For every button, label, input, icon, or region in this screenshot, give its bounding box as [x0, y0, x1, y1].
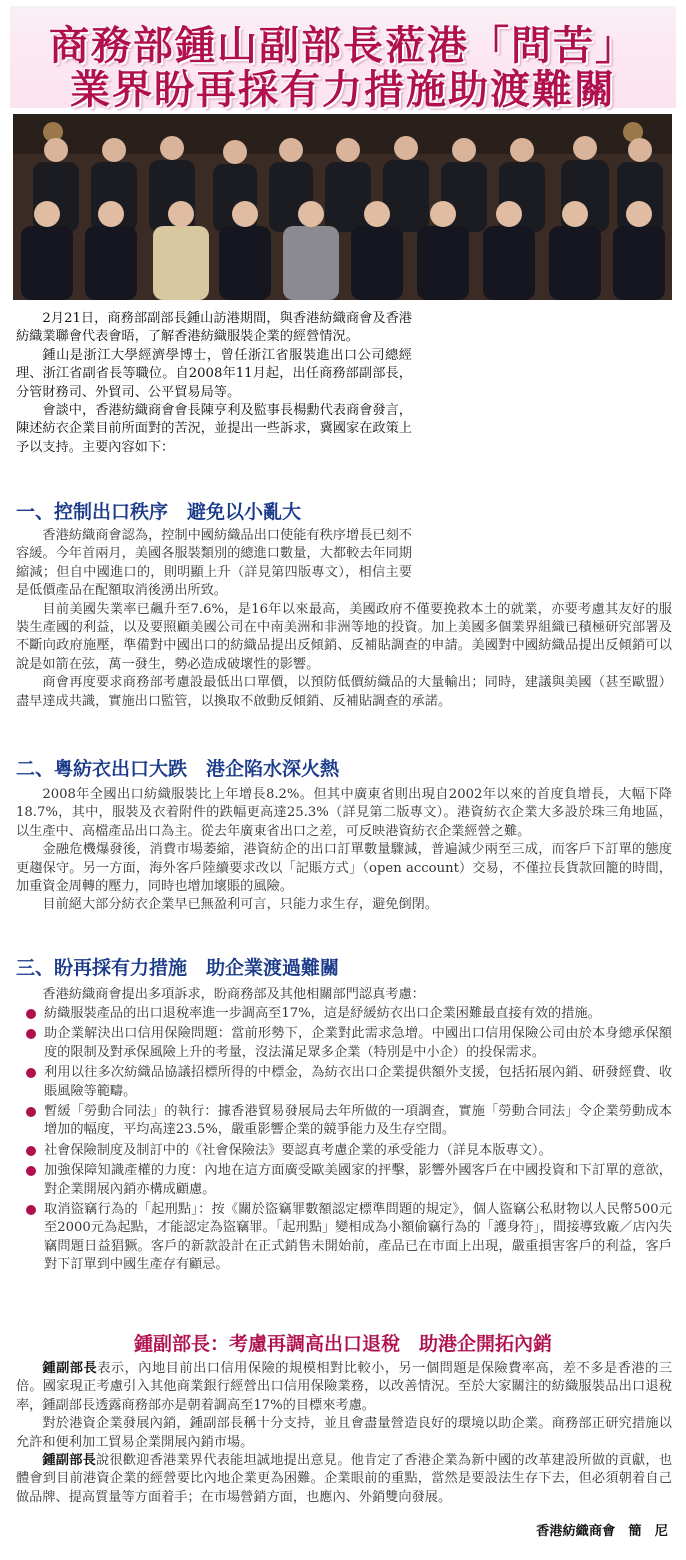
bullet-item: 加強保障知識產權的力度：內地在這方面廣受歐美國家的抨擊，影響外國客戶在中國投資和下訂單的意欲，對企業開展內銷亦構成顧慮。	[44, 1162, 672, 1199]
closing-text: 表示，內地目前出口信用保險的規模相對比較小，另一個問題是保險費率高，差不多是香港的三倍。國家現正考慮引入其他商業銀行經營出口信用保險業務，以改善情況。至於大家關注的紡織服裝品出口退稅率，	[16, 1361, 672, 1413]
bullet-item: 紡織服裝產品的出口退稅率進一步調高至17%，這是紓緩紡衣出口企業困難最直接有效的措施。	[44, 1005, 672, 1023]
lead-paragraph: 2月21日，商務部副部長鍾山訪港期間，與香港紡織商會及香港紡織業聯會代表會晤，了解香港紡織服裝企業的經營情況。	[16, 311, 412, 345]
section-3-intro-text: 香港紡織商會提出多項訴求，盼商務部及其他相關部門認真考慮：	[42, 987, 425, 1002]
section-2-body	[16, 786, 672, 915]
headline-line-2: 業界盼再採有力措施助渡難關	[70, 67, 616, 113]
closing-text: 鍾副部長透露商務部亦是朝着調高至17%的目標來考慮。	[42, 1397, 375, 1413]
section-1-paragraph: 商會再度要求商務部考慮設最低出口單價，以預防低價紡織品的大量輸出；同時，建議與美國（甚至歐盟）盡早達成共識，實施出口監管，以換取不啟動反傾銷、反補貼調查的承諾。	[16, 675, 672, 709]
bullet-item: 取消盜竊行為的「起刑點」：按《關於盜竊罪數額認定標準問題的規定》，個人盜竊公私財物以人民幣500元至2000元為起點，才能認定為盜竊罪。「起刑點」變相成為小額偷竊行為的「護身符」，間接導致廠／店內失竊問題日益猖獗。客戶的新款設計在正式銷售未開始前，產品已在市面上出現，嚴重損害客戶的利益，客戶對下訂單到中國生產存有顧忌。	[44, 1201, 672, 1275]
section-1-paragraph: 香港紡織商會認為，控制中國紡織品出口使能有秩序增長已刻不容緩。今年首兩月，美國各服裝類別的總進口數量，大都較去年同期縮減；但自中國進口的，則明顯上升（詳見第四版專文），相信主要是低價產品在配額取消後湧出所致。	[16, 528, 412, 599]
section-2-paragraph: 目前絕大部分紡衣企業早已無盈利可言，只能力求生存，避免倒閉。	[42, 897, 439, 913]
bullet-item: 助企業解決出口信用保險問題：當前形勢下，企業對此需求急增。中國出口信用保險公司由於本身總承保額度的限制及對承保風險上升的考量，沒法滿足眾多企業（特別是中小企）的投保需求。	[44, 1025, 672, 1062]
section-3-title: 三、盼再採有力措施 助企業渡過難關	[16, 957, 340, 979]
bullet-item: 社會保險制度及制訂中的《社會保險法》要認真考慮企業的承受能力（詳見本版專文）。	[44, 1142, 672, 1160]
bullet-item: 利用以往多次紡織品協議招標所得的中標金，為紡衣出口企業提供額外支援，包括拓展內銷、研發經費、收賬風險等範疇。	[44, 1064, 672, 1101]
section-2-paragraph: 金融危機爆發後，消費市場萎縮，港資紡企的出口訂單數量驟減，普遍減少兩至三成，而客戶下訂單的態度更趨保守。另一方面，海外客戶陸續要求改以「記賬方式」（open account）交易，不僅拉長貨款回籠的時間，加重資金周轉的壓力，同時也增加壞賬的風險。	[16, 842, 672, 895]
lead-paragraph: 會談中，香港紡織商會會長陳亨利及監事長楊勳代表商會發言，陳述紡衣企業目前所面對的苦況，並提出一些訴求，冀國家在政策上予以支持。主要內容如下：	[16, 403, 412, 455]
section-1-body	[16, 527, 672, 711]
closing-body	[16, 1360, 672, 1507]
section-3-intro	[16, 986, 672, 1004]
subheading: 鍾副部長：考慮再調高出口退稅 助港企開拓內銷	[133, 1333, 552, 1355]
speaker-name: 鍾副部長	[42, 1361, 98, 1376]
lead-text	[16, 310, 412, 457]
section-1-title: 一、控制出口秩序 避免以小亂大	[16, 501, 302, 523]
signature: 香港紡織商會 簡 尼	[536, 1524, 668, 1539]
lead-paragraph: 鍾山是浙江大學經濟學博士，曾任浙江省服裝進出口公司總經理、浙江省副省長等職位。自2008年11月起，出任商務部副部長，分管財務司、外貿司、公平貿易局等。	[16, 347, 412, 400]
closing-paragraph: 對於港資企業發展內銷，鍾副部長稱十分支持，並且會盡量營造良好的環境以助企業。商務部正研究措施以允許和便利加工貿易企業開展內銷市場。	[16, 1416, 672, 1450]
section-1-paragraph: 目前美國失業率已飆升至7.6%，是16年以來最高，美國政府不僅要挽救本土的就業，亦要考慮其友好的服裝生產國的利益，以及要照顧美國公司在中南美洲和非洲等地的投資。加上美國多個業界組織已積極研究部署及不斷向政府施壓，準備對中國出口的紡織品提出反傾銷、反補貼調查的申請。美國對中國紡織品提出反傾銷可以說是如箭在弦，萬一發生，勢必造成破壞性的影響。	[16, 601, 672, 672]
bullet-item: 暫緩「勞動合同法」的執行：據香港貿易發展局去年所做的一項調查，實施「勞動合同法」令企業勞動成本增加的幅度，平均高達23.5%，嚴重影響企業的競爭能力及生存空間。	[44, 1103, 672, 1140]
closing-text: 說很歡迎香港業界代表能坦誠地提出意見。他肯定了香港企業為新中國的改革建設所做的貢獻，也體會到目前港資企業的經營要比內地企業更為困難。企業眼前的重點，當然是要設法生存下去，但必須朝着自己做品牌、提高質量等方面着手；在市場營銷方面，也應內、外銷雙向發展。	[16, 1453, 673, 1505]
section-2-title: 二、粵紡衣出口大跌 港企陷水深火熱	[16, 758, 340, 780]
section-3-bullet-list	[44, 1005, 672, 1277]
speaker-name: 鍾副部長	[42, 1453, 96, 1469]
headline-line-1: 商務部鍾山副部長蒞港「問苦」	[49, 23, 637, 69]
closing-paragraph	[16, 1452, 672, 1507]
section-2-paragraph: 2008年全國出口紡織服裝比上年增長8.2%。但其中廣東省則出現自2002年以來的首度負增長，大幅下降18.7%，其中，服裝及衣着附件的跌幅更高達25.3%（詳見第二版專文）。港資紡衣企業大多設於珠三角地區，以生產中、高檔產品出口為主。從去年廣東省出口之差，可反映港資紡衣企業經營之難。	[16, 787, 672, 839]
group-photo	[13, 114, 672, 300]
closing-paragraph	[16, 1360, 672, 1415]
